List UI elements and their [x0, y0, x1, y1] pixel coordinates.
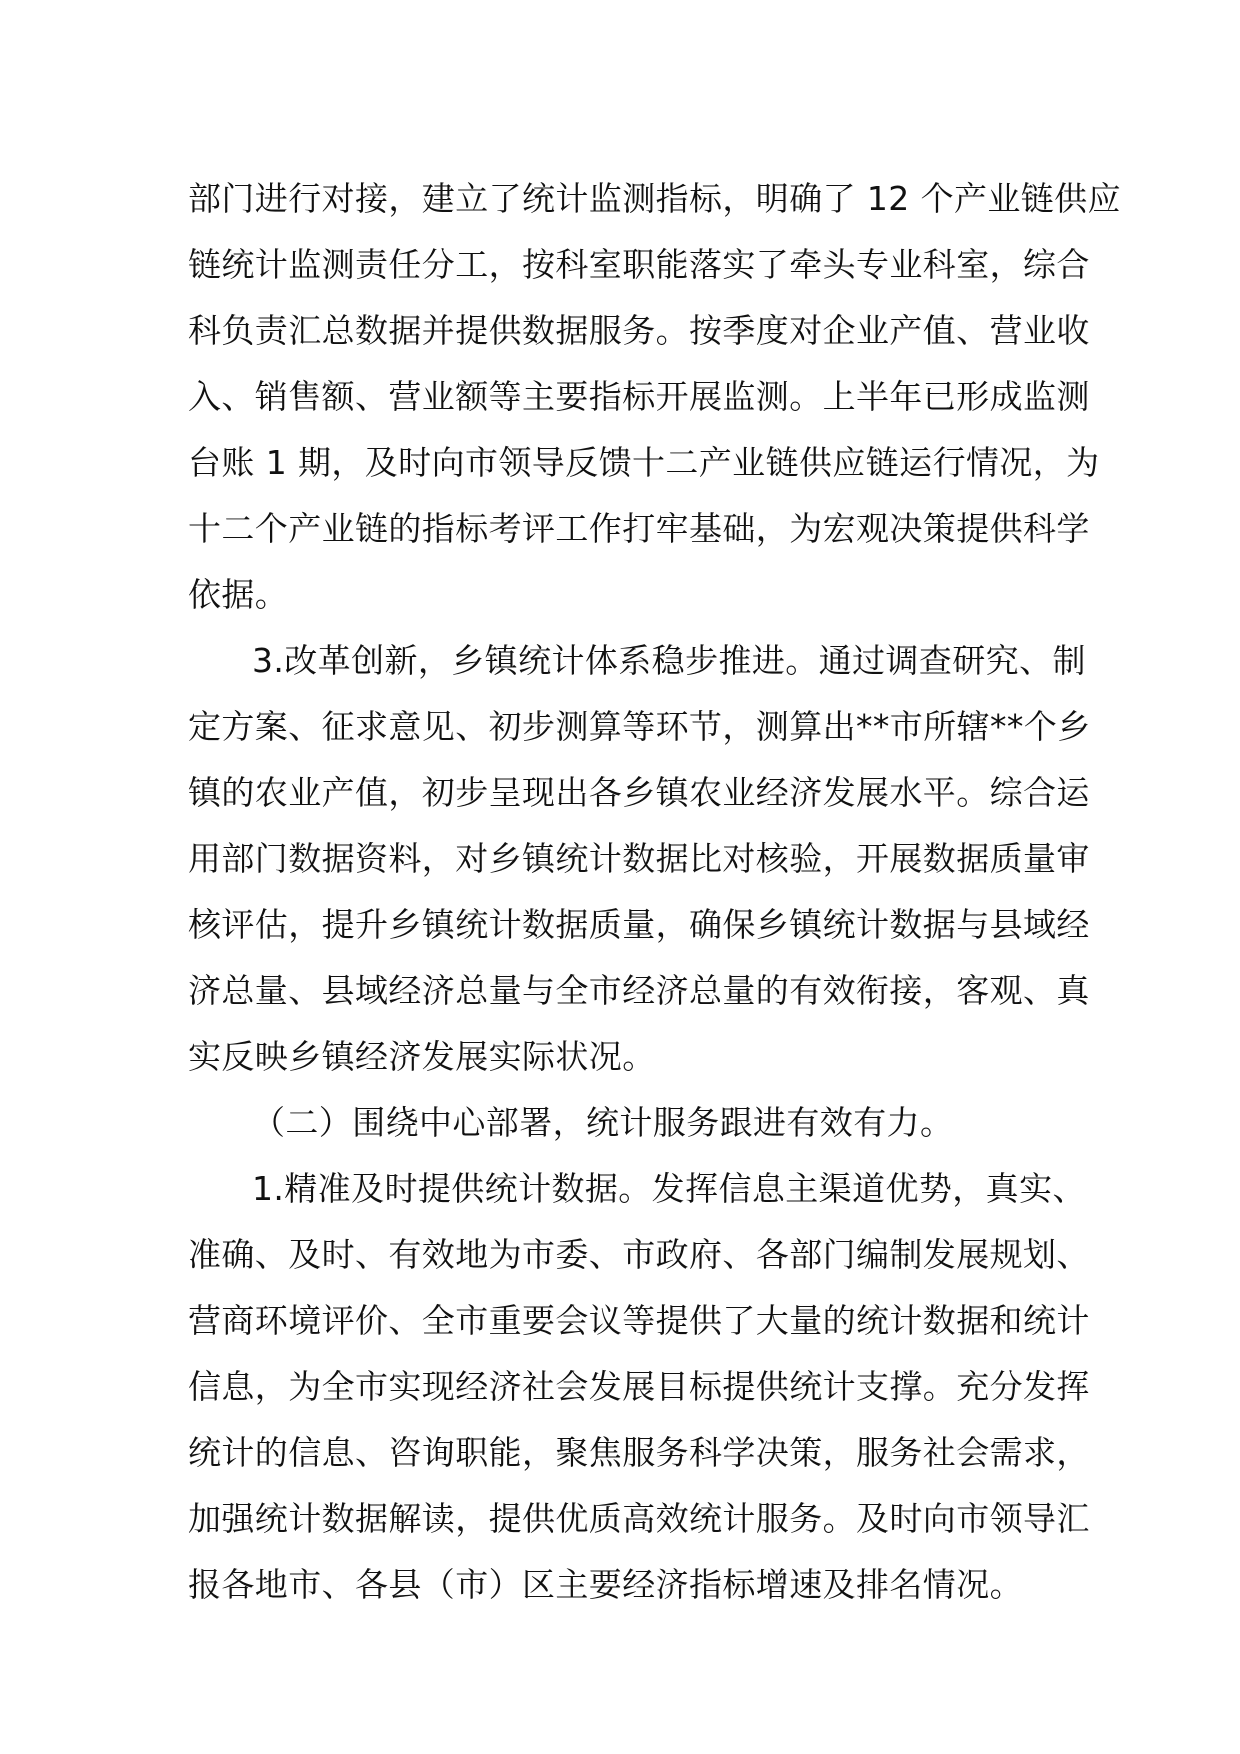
- text-line: 报各地市、各县（市）区主要经济指标增速及排名情况。: [188, 1565, 1023, 1604]
- text-line: 营商环境评价、全市重要会议等提供了大量的统计数据和统计: [188, 1301, 1090, 1340]
- text-line: （二）围绕中心部署，统计服务跟进有效有力。: [252, 1103, 954, 1142]
- text-line: 科负责汇总数据并提供数据服务。按季度对企业产值、营业收: [188, 311, 1090, 350]
- document-body: [188, 166, 1121, 1618]
- text-line: 统计的信息、咨询职能，聚焦服务科学决策，服务社会需求，: [188, 1433, 1090, 1472]
- text-line: 核评估，提升乡镇统计数据质量，确保乡镇统计数据与县域经: [188, 905, 1090, 944]
- section-heading: [188, 1090, 1056, 1156]
- text-line: 1.精准及时提供统计数据。发挥信息主渠道优势，真实、: [252, 1169, 1086, 1208]
- text-line: 加强统计数据解读，提供优质高效统计服务。及时向市领导汇: [188, 1499, 1090, 1538]
- text-line: 3.改革创新，乡镇统计体系稳步推进。通过调查研究、制: [252, 641, 1086, 680]
- text-line: 定方案、征求意见、初步测算等环节，测算出**市所辖**个乡: [188, 707, 1091, 746]
- paragraph-supply-chain-monitoring: [188, 166, 1121, 628]
- text-line: 用部门数据资料，对乡镇统计数据比对核验，开展数据质量审: [188, 839, 1090, 878]
- paragraph-statistical-data-service: [188, 1156, 1090, 1618]
- paragraph-township-statistics: [188, 628, 1091, 1090]
- text-line: 十二个产业链的指标考评工作打牢基础，为宏观决策提供科学: [188, 509, 1090, 548]
- text-line: 实反映乡镇经济发展实际状况。: [188, 1037, 656, 1076]
- text-line: 镇的农业产值，初步呈现出各乡镇农业经济发展水平。综合运: [188, 773, 1090, 812]
- text-line: 依据。: [188, 575, 289, 614]
- text-line: 济总量、县域经济总量与全市经济总量的有效衔接，客观、真: [188, 971, 1090, 1010]
- text-line: 入、销售额、营业额等主要指标开展监测。上半年已形成监测: [188, 377, 1090, 416]
- text-line: 链统计监测责任分工，按科室职能落实了牵头专业科室，综合: [188, 245, 1090, 284]
- text-line: 信息，为全市实现经济社会发展目标提供统计支撑。充分发挥: [188, 1367, 1090, 1406]
- text-line: 准确、及时、有效地为市委、市政府、各部门编制发展规划、: [188, 1235, 1090, 1274]
- text-line: 台账 1 期，及时向市领导反馈十二产业链供应链运行情况，为: [188, 443, 1100, 482]
- text-line: 部门进行对接，建立了统计监测指标，明确了 12 个产业链供应: [188, 179, 1121, 218]
